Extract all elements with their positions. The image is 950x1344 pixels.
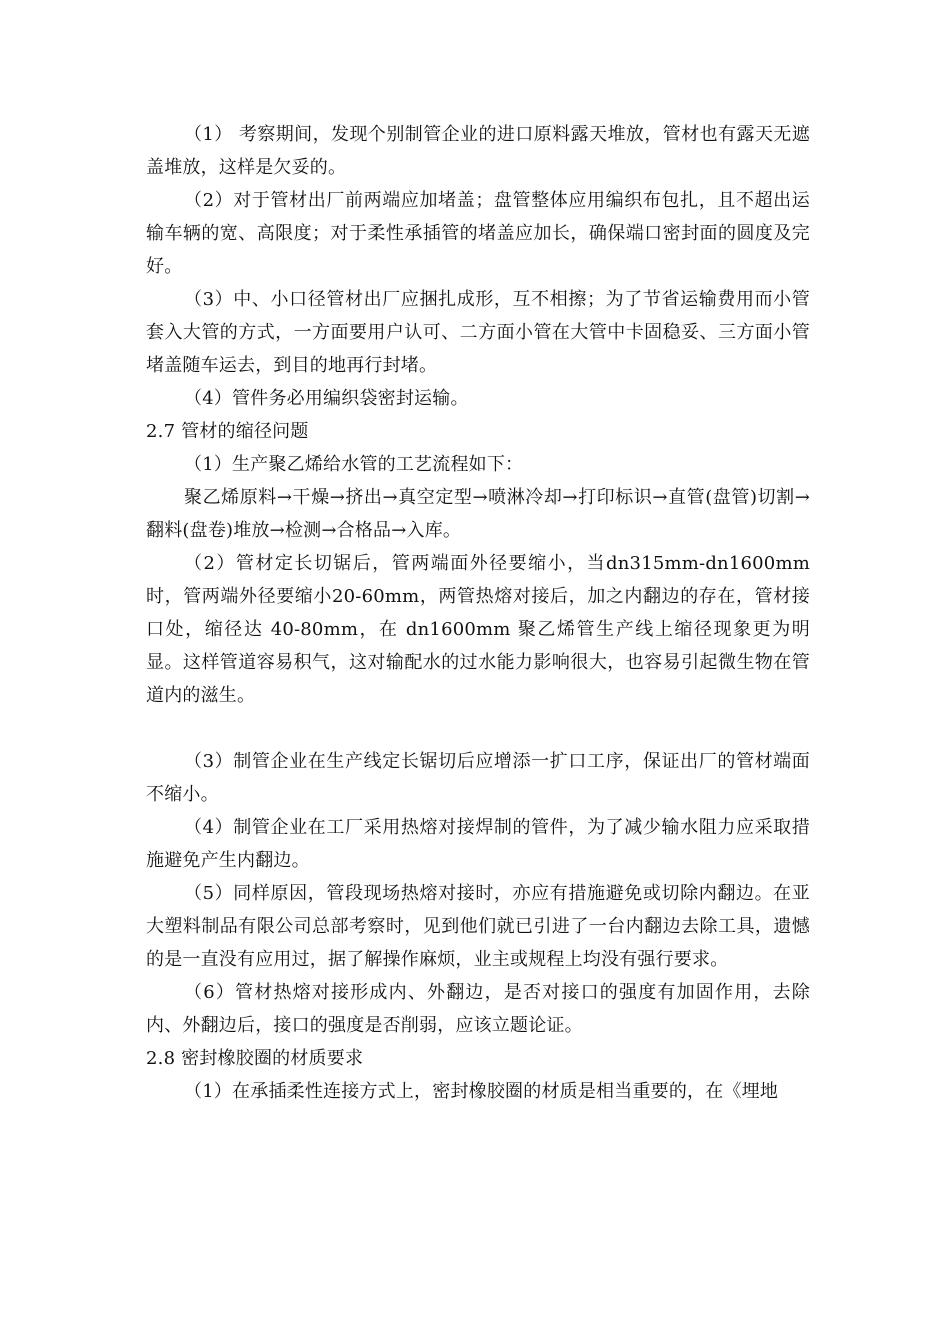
section-heading-2-7: 2.7 管材的缩径问题 <box>146 421 309 442</box>
paragraph-inner-bead-factory: （4）制管企业在工厂采用热熔对接焊制的管件，为了减少输水阻力应采取措施避免产生内翻边。 <box>146 817 810 871</box>
paragraph-expansion-process: （3）制管企业在生产线定长锯切后应增添一扩口工序，保证出厂的管材端面不缩小。 <box>146 751 810 805</box>
paragraph-end-caps: （2）对于管材出厂前两端应加堵盖；盘管整体应用编织布包扎，且不超出运输车辆的宽、高限度；对于柔性承插管的堵盖应加长，确保端口密封面的圆度及完好。 <box>146 190 810 277</box>
paragraph-bead-strength: （6）管材热熔对接形成内、外翻边，是否对接口的强度有加固作用，去除内、外翻边后，接口的强度是否削弱，应该立题论证。 <box>146 982 810 1036</box>
paragraph-inner-bead-field: （5）同样原因，管段现场热熔对接时，亦应有措施避免或切除内翻边。在亚大塑料制品有限公司总部考察时，见到他们就已引进了一台内翻边去除工具，遗憾的是一直没有应用过，据了解操作麻烦，业主或规程上均没有强行要求。 <box>146 883 810 970</box>
section-heading-2-8: 2.8 密封橡胶圈的材质要求 <box>146 1048 364 1069</box>
paragraph-bundling: （3）中、小口径管材出厂应捆扎成形，互不相擦；为了节省运输费用而小管套入大管的方式，一方面要用户认可、二方面小管在大管中卡固稳妥、三方面小管堵盖随车运去，到目的地再行封堵。 <box>146 289 810 376</box>
paragraph-process-flow: 聚乙烯原料→干燥→挤出→真空定型→喷淋冷却→打印标识→直管(盘管)切割→翻料(盘卷)堆放→检测→合格品→入库。 <box>146 487 810 541</box>
paragraph-diameter-shrinkage: （2）管材定长切锯后，管两端面外径要缩小，当dn315mm-dn1600mm时，管两端外径要缩小20-60mm，两管热熔对接后，加之内翻边的存在，管材接口处，缩径达 40-80mm，在 dn1600mm 聚乙烯管生产线上缩径现象更为明显。这样管道容易积气，这对输配水的过水能力影响很大，也容易引起微生物在管道内的滋生。 <box>146 553 810 706</box>
paragraph-storage-issue: （1） 考察期间，发现个别制管企业的进口原料露天堆放，管材也有露天无遮盖堆放，这样是欠妥的。 <box>146 124 810 178</box>
paragraph-process-intro: （1）生产聚乙烯给水管的工艺流程如下： <box>184 454 524 475</box>
paragraph-gap <box>146 712 810 745</box>
paragraph-rubber-ring: （1）在承插柔性连接方式上，密封橡胶圈的材质是相当重要的，在《埋地 <box>184 1081 779 1102</box>
document-body <box>146 118 810 1108</box>
paragraph-fittings-transport: （4）管件务必用编织袋密封运输。 <box>184 388 469 409</box>
